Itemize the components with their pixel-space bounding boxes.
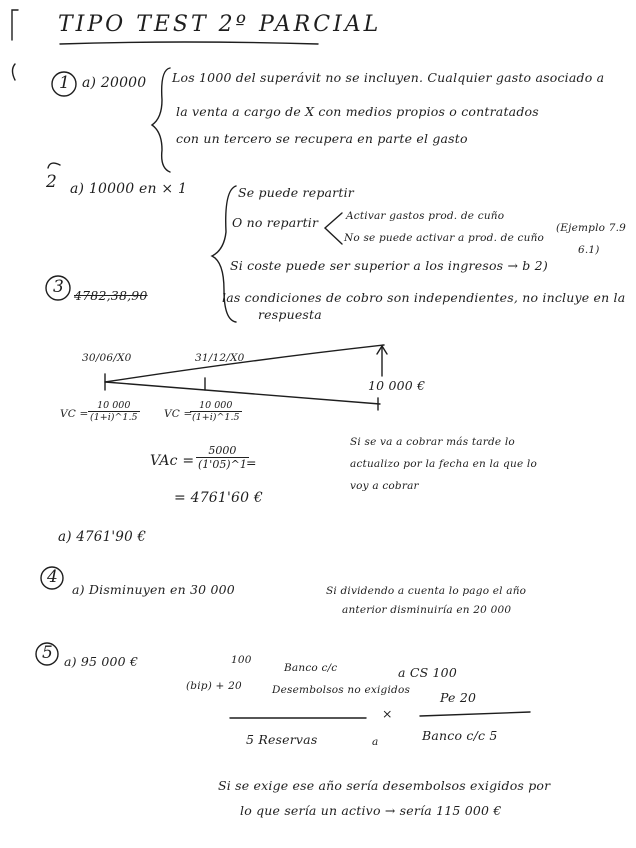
vc1-denominator: (1+i)^1.5 <box>90 412 138 423</box>
q5-entry-amount-1: 100 <box>231 654 252 666</box>
q5-bottom-mid: a <box>372 736 379 748</box>
q5-note-2: lo que sería un activo → sería 115 000 € <box>240 803 502 818</box>
vac-result: = 4761'60 € <box>174 490 264 506</box>
vac-label: VAc = <box>150 453 195 469</box>
q5-note-1: Si se exige ese año sería desembolsos exigidos por <box>218 778 551 793</box>
vc-label-2: VC = <box>164 408 193 420</box>
q4-note-1: Si dividendo a cuenta lo pago el año <box>326 585 527 597</box>
vc-label-1: VC = <box>60 408 89 420</box>
q3-struck-value: 4782,38,90 <box>74 288 148 303</box>
q5-number: 5 <box>42 643 54 663</box>
q3-number: 3 <box>53 277 65 297</box>
q3-note-1: Si se va a cobrar más tarde lo <box>350 436 515 448</box>
q5-bottom-left: 5 Reservas <box>246 732 318 747</box>
q4-number: 4 <box>47 567 59 587</box>
vc1-numerator: 10 000 <box>88 400 140 412</box>
q5-answer: a) 95 000 € <box>64 654 139 669</box>
vac-denominator: (1'05)^1 <box>198 458 247 471</box>
timeline-start-date: 30/06/X0 <box>82 352 132 364</box>
q3-note-3: voy a cobrar <box>350 480 419 492</box>
q5-cross: × <box>382 706 393 721</box>
q5-entry-amount-2: (bip) + 20 <box>186 680 242 692</box>
q2-ejemplo-2: 6.1) <box>578 244 600 256</box>
q2-line-4: No se puede activar a prod. de cuño <box>344 232 545 244</box>
q2-line-6: las condiciones de cobro son independientes, no incluye en la <box>222 290 626 305</box>
q1-answer: a) 20000 <box>82 75 147 91</box>
q2-ejemplo: (Ejemplo 7.9 <box>556 222 627 234</box>
q2-number: 2 <box>46 172 58 192</box>
q5-entry-account-2: Desembolsos no exigidos <box>272 684 411 696</box>
q2-line-7: respuesta <box>258 307 322 322</box>
q4-answer: a) Disminuyen en 30 000 <box>72 582 235 597</box>
vc-fraction-2 <box>190 400 242 423</box>
timeline-mid-date: 31/12/X0 <box>195 352 245 364</box>
q1-line-3: con un tercero se recupera en parte el gasto <box>176 131 468 146</box>
q5-bottom-right: Banco c/c 5 <box>422 728 498 743</box>
q3-answer: a) 4761'90 € <box>58 529 147 545</box>
page-title: TIPO TEST 2º PARCIAL <box>58 12 382 37</box>
q5-entry-account-1: Banco c/c <box>284 662 338 674</box>
q4-note-2: anterior disminuiría en 20 000 <box>342 604 512 616</box>
q1-line-2: la venta a cargo de X con medios propios o contratados <box>176 104 539 119</box>
vac-equals: = <box>246 455 257 470</box>
timeline-end-value: 10 000 € <box>368 378 426 393</box>
q2-line-5: Si coste puede ser superior a los ingresos → b 2) <box>230 258 548 273</box>
vac-fraction <box>196 444 249 471</box>
vc2-numerator: 10 000 <box>190 400 242 412</box>
q2-line-1: Se puede repartir <box>238 185 354 200</box>
q2-line-3: Activar gastos prod. de cuño <box>346 210 505 222</box>
vc2-denominator: (1+i)^1.5 <box>192 412 240 423</box>
vac-numerator: 5000 <box>196 444 249 458</box>
vc-fraction-1 <box>88 400 140 423</box>
q5-credit-1: a CS 100 <box>398 665 457 680</box>
q3-note-2: actualizo por la fecha en la que lo <box>350 458 537 470</box>
q1-number: 1 <box>59 73 71 93</box>
q5-credit-2: Pe 20 <box>440 690 477 705</box>
q1-line-1: Los 1000 del superávit no se incluyen. Cualquier gasto asociado a <box>172 70 605 85</box>
q2-line-2: O no repartir <box>232 215 319 230</box>
q2-answer: a) 10000 en × 1 <box>70 181 188 197</box>
